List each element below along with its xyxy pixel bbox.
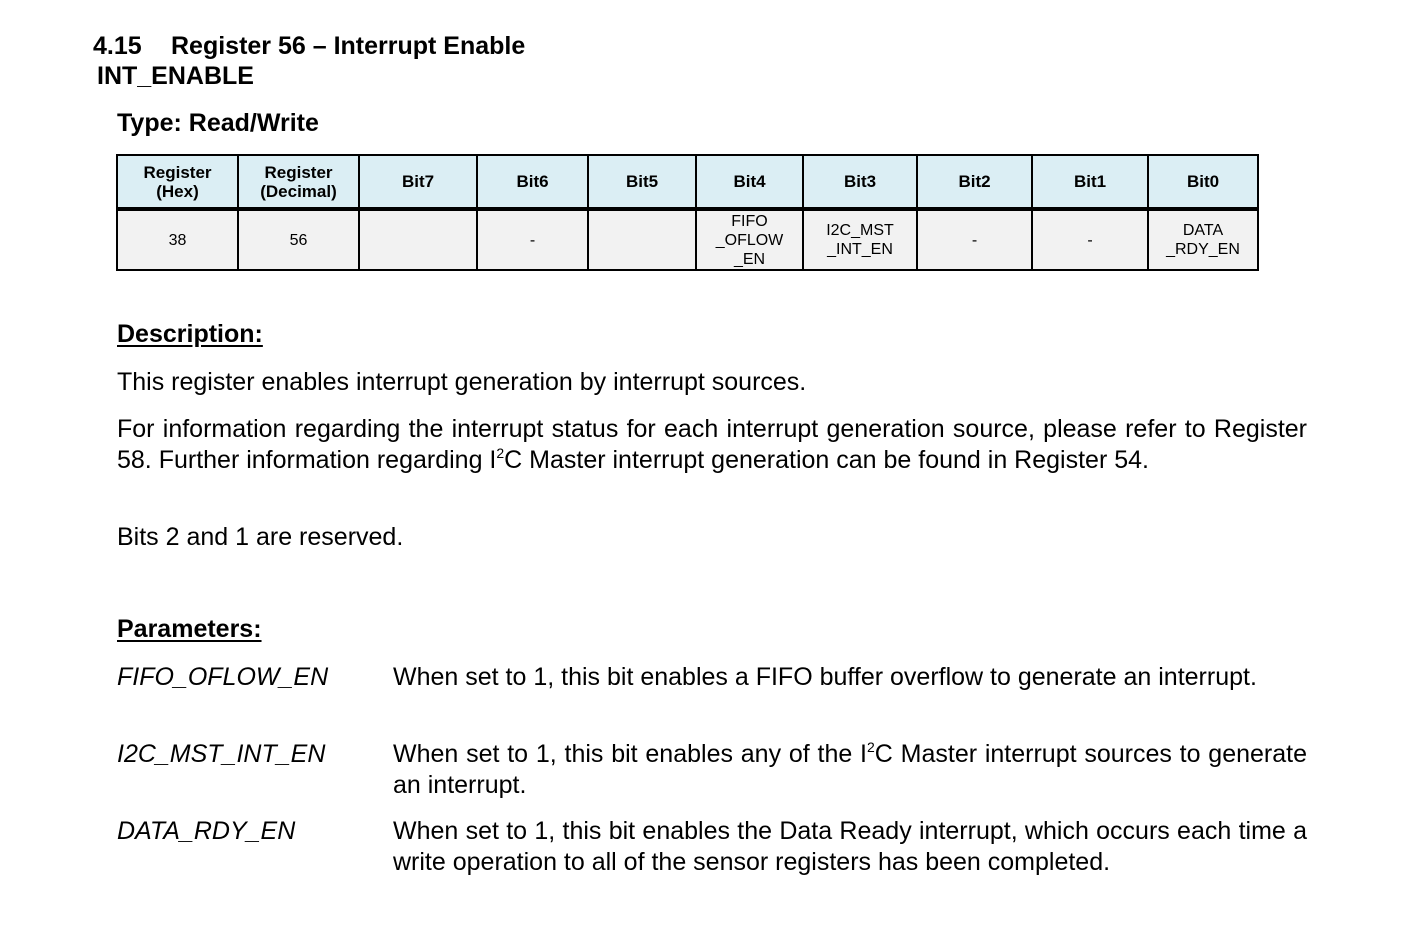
register-name: INT_ENABLE bbox=[97, 62, 254, 90]
cell-text: I2C_MST _INT_EN bbox=[826, 222, 894, 258]
header-cell-text: Register (Decimal) bbox=[260, 162, 337, 201]
superscript: 2 bbox=[496, 445, 505, 461]
param-i2c-mst-int-en bbox=[117, 739, 1307, 803]
header-cell-text: Register (Hex) bbox=[143, 162, 212, 201]
cell-bit1: - bbox=[1032, 209, 1148, 270]
cell-text: FIFO _OFLOW _EN bbox=[715, 212, 784, 268]
cell-bit5 bbox=[588, 209, 696, 270]
param-data-rdy-en bbox=[117, 816, 1307, 880]
header-bit0: Bit0 bbox=[1148, 155, 1258, 209]
header-register-hex bbox=[117, 155, 238, 209]
header-bit1: Bit1 bbox=[1032, 155, 1148, 209]
section-heading bbox=[93, 32, 525, 61]
header-bit2: Bit2 bbox=[917, 155, 1032, 209]
cell-bit4 bbox=[696, 209, 803, 270]
section-title: Register 56 – Interrupt Enable bbox=[171, 32, 526, 60]
header-bit3: Bit3 bbox=[803, 155, 917, 209]
description-text: C Master interrupt sources to generate an interrupt. bbox=[393, 740, 1307, 799]
param-fifo-oflow-en bbox=[117, 662, 1307, 726]
paragraph-text: For information regarding the interrupt status for each interrupt generation source, please refer to Register 58. Further information regarding I bbox=[117, 415, 1307, 474]
cell-text: DATA _RDY_EN bbox=[1166, 222, 1240, 258]
param-name: DATA_RDY_EN bbox=[117, 817, 296, 845]
cell-bit0 bbox=[1148, 209, 1258, 270]
header-bit7: Bit7 bbox=[359, 155, 477, 209]
cell-bit2: - bbox=[917, 209, 1032, 270]
header-bit4: Bit4 bbox=[696, 155, 803, 209]
param-description: When set to 1, this bit enables the Data Ready interrupt, which occurs each time a write operation to all of the sensor registers has been completed. bbox=[393, 817, 1307, 876]
header-register-decimal bbox=[238, 155, 359, 209]
cell-register-decimal: 56 bbox=[238, 209, 359, 270]
cell-register-hex: 38 bbox=[117, 209, 238, 270]
cell-bit7 bbox=[359, 209, 477, 270]
paragraph-text: C Master interrupt generation can be found in Register 54. bbox=[504, 446, 1149, 474]
superscript: 2 bbox=[867, 739, 875, 755]
header-bit6: Bit6 bbox=[477, 155, 588, 209]
section-number: 4.15 bbox=[93, 32, 142, 60]
register-type: Type: Read/Write bbox=[117, 109, 319, 137]
table-row bbox=[117, 209, 1258, 270]
description-title: Description: bbox=[117, 320, 263, 348]
table-header-row bbox=[117, 155, 1258, 209]
cell-bit3 bbox=[803, 209, 917, 270]
description-text: When set to 1, this bit enables any of the I bbox=[393, 740, 867, 768]
param-name: I2C_MST_INT_EN bbox=[117, 740, 326, 768]
header-bit5: Bit5 bbox=[588, 155, 696, 209]
parameters-title: Parameters: bbox=[117, 615, 262, 643]
param-name: FIFO_OFLOW_EN bbox=[117, 663, 329, 691]
cell-bit6: - bbox=[477, 209, 588, 270]
register-bit-table bbox=[116, 154, 1259, 271]
description-paragraph-2 bbox=[117, 414, 1307, 476]
description-paragraph-1: This register enables interrupt generation by interrupt sources. bbox=[117, 368, 807, 396]
param-description bbox=[393, 739, 1307, 801]
param-description: When set to 1, this bit enables a FIFO buffer overflow to generate an interrupt. bbox=[393, 663, 1257, 691]
description-paragraph-3: Bits 2 and 1 are reserved. bbox=[117, 523, 404, 551]
